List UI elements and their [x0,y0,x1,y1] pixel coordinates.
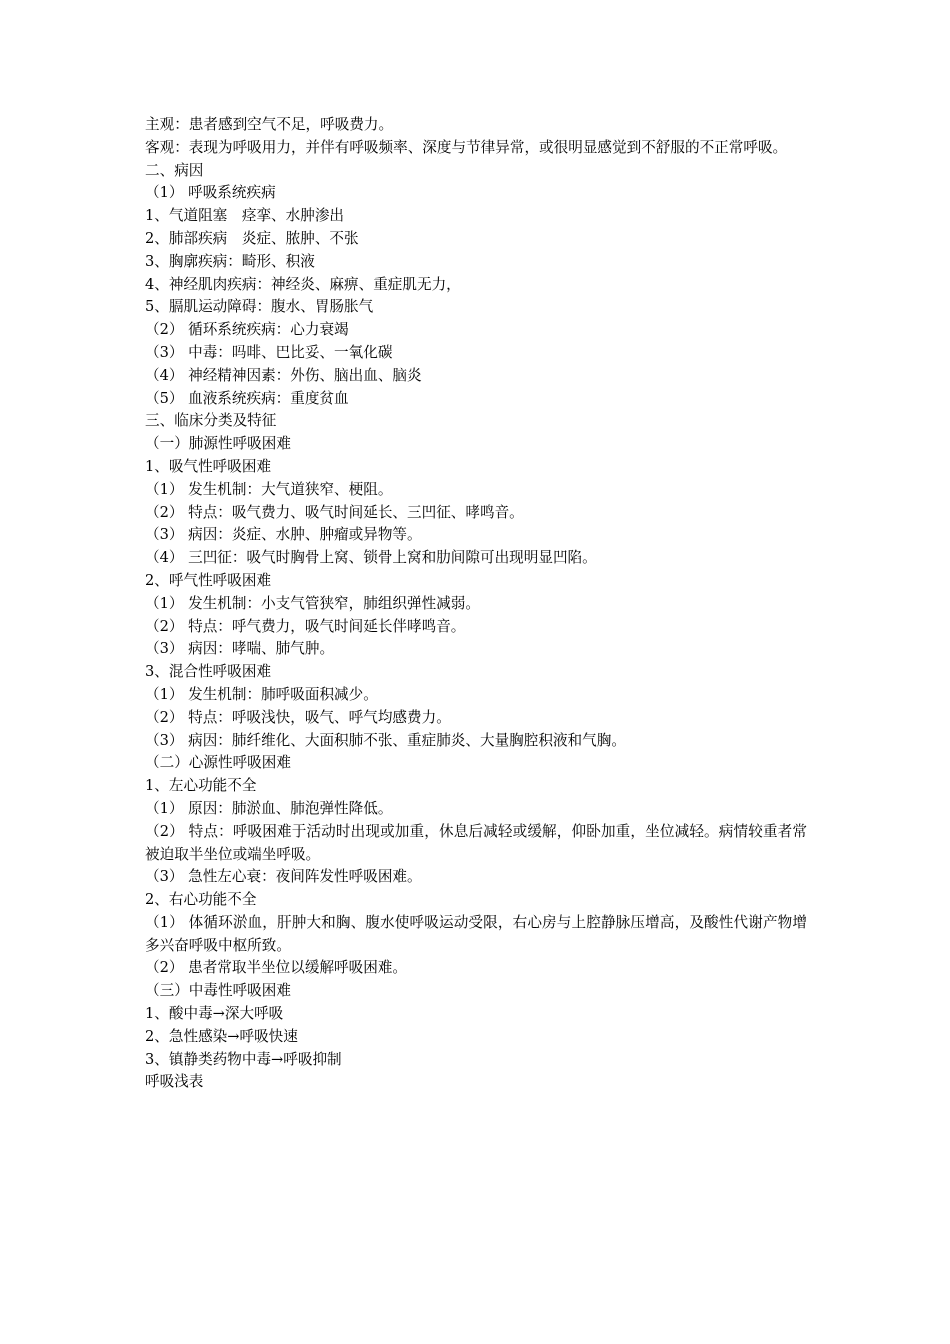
subheading-right-heart: 2、右心功能不全 [145,891,257,909]
list-item: （1） 发生机制：肺呼吸面积减少。 [145,685,378,703]
subheading-mixed: 3、混合性呼吸困难 [145,663,272,681]
subheading-expiratory: 2、呼气性呼吸困难 [145,571,272,589]
subheading-left-heart: 1、左心功能不全 [145,777,257,795]
list-item: （2） 特点：呼吸困难于活动时出现或加重，休息后减轻或缓解，仰卧加重，坐位减轻。病情较重者常被迫取半坐位或端坐呼吸。 [145,822,807,863]
list-item: （3） 病因：哮喘、肺气肿。 [145,640,335,658]
list-item: 1、气道阻塞 痉挛、水肿渗出 [145,207,345,225]
document-body [145,114,807,1094]
list-item: （2） 特点：吸气费力、吸气时间延长、三凹征、哮鸣音。 [145,503,524,521]
objective-definition: 客观：表现为呼吸用力，并伴有呼吸频率、深度与节律异常，或很明显感觉到不舒服的不正常呼吸。 [145,138,788,156]
list-item: 5、膈肌运动障碍：腹水、胃肠胀气 [145,298,374,316]
list-item: （3） 急性左心衰：夜间阵发性呼吸困难。 [145,868,422,886]
list-item: （5） 血液系统疾病：重度贫血 [145,389,349,407]
list-item: （1） 发生机制：大气道狭窄、梗阻。 [145,480,393,498]
subjective-definition: 主观：患者感到空气不足，呼吸费力。 [145,116,394,133]
list-item: （2） 患者常取半坐位以缓解呼吸困难。 [145,959,408,977]
list-item: （2） 特点：呼吸浅快，吸气、呼气均感费力。 [145,708,451,726]
section-heading-classification: 三、临床分类及特征 [145,412,277,430]
list-item: 4、神经肌肉疾病：神经炎、麻痹、重症肌无力， [145,275,461,293]
list-item: （1） 发生机制：小支气管狭窄，肺组织弹性减弱。 [145,594,480,612]
list-item: （2） 循环系统疾病：心力衰竭 [145,321,349,339]
list-item: （4） 三凹征：吸气时胸骨上窝、锁骨上窝和肋间隙可出现明显凹陷。 [145,549,597,567]
list-item: 2、急性感染→呼吸快速 [145,1027,298,1045]
list-item: 3、镇静类药物中毒→呼吸抑制 [145,1050,342,1068]
subheading-inspiratory: 1、吸气性呼吸困难 [145,457,272,475]
subsection-respiratory-disease: （1） 呼吸系统疾病 [145,184,276,202]
list-item: （3） 病因：炎症、水肿、肿瘤或异物等。 [145,526,422,544]
subsection-toxic: （三）中毒性呼吸困难 [145,982,291,1000]
trailing-text: 呼吸浅表 [145,1073,204,1091]
list-item: （4） 神经精神因素：外伤、脑出血、脑炎 [145,366,422,384]
list-item: （2） 特点：呼气费力，吸气时间延长伴哮鸣音。 [145,617,466,635]
list-item: （3） 中毒：吗啡、巴比妥、一氧化碳 [145,343,393,361]
list-item: （1） 体循环淤血，肝肿大和胸、腹水使呼吸运动受限，右心房与上腔静脉压增高，及酸性代谢产物增多兴奋呼吸中枢所致。 [145,913,807,954]
list-item: 3、胸廓疾病：畸形、积液 [145,252,315,270]
subsection-cardiac: （二）心源性呼吸困难 [145,754,291,772]
list-item: 1、酸中毒→深大呼吸 [145,1005,284,1023]
subsection-pulmonary: （一）肺源性呼吸困难 [145,435,291,453]
list-item: （3） 病因：肺纤维化、大面积肺不张、重症肺炎、大量胸腔积液和气胸。 [145,731,626,749]
section-heading-etiology: 二、病因 [145,161,204,179]
list-item: （1） 原因：肺淤血、肺泡弹性降低。 [145,799,393,817]
list-item: 2、肺部疾病 炎症、脓肿、不张 [145,229,359,247]
